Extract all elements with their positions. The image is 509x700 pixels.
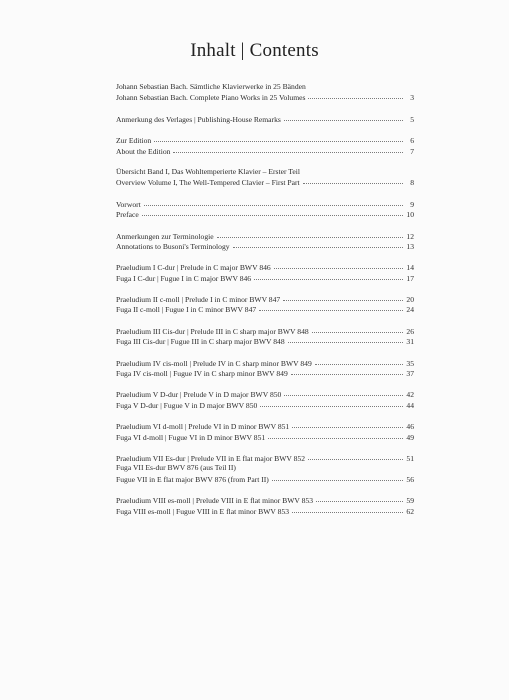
toc-page-number: 37	[406, 369, 414, 379]
page-title: Inhalt | Contents	[190, 40, 319, 61]
toc-entry-title: Overview Volume I, The Well-Tempered Clavier – First Part	[116, 178, 300, 188]
toc-entry[interactable]	[116, 92, 414, 102]
toc-entry-title: Fuga VII Es-dur BWV 876 (aus Teil II)	[116, 463, 236, 473]
toc-entry-title: Johann Sebastian Bach. Complete Piano Works in 25 Volumes	[116, 93, 306, 103]
toc-page-number: 42	[406, 390, 414, 400]
toc-entry[interactable]	[116, 114, 414, 124]
toc-page-number: 14	[406, 263, 414, 273]
dot-leader	[292, 505, 403, 513]
toc-page-number: 7	[410, 146, 414, 156]
dot-leader	[274, 261, 403, 269]
toc-entry[interactable]	[116, 506, 414, 516]
toc-entry-title: Praeludium II c-moll | Prelude I in C minor BWV 847	[116, 295, 281, 305]
toc-entry-title: Praeludium V D-dur | Prelude V in D major BWV 850	[116, 390, 282, 400]
toc-page-number: 12	[406, 231, 414, 241]
toc-entry[interactable]	[116, 146, 414, 156]
dot-leader	[283, 293, 403, 301]
toc-group	[116, 167, 414, 188]
toc-entry-title: Zur Edition	[116, 136, 152, 146]
toc-group	[116, 453, 414, 484]
toc-entry-title: Praeludium VI d-moll | Prelude VI in D minor BWV 851	[116, 422, 290, 432]
dot-leader	[308, 91, 403, 99]
toc-page-number: 3	[410, 93, 414, 103]
toc-page-number: 20	[406, 295, 414, 305]
dot-leader	[144, 198, 403, 206]
toc-entry-title: Anmerkung des Verlages | Publishing-House Remarks	[116, 114, 281, 124]
toc-entry-title: Praeludium IV cis-moll | Prelude IV in C sharp minor BWV 849	[116, 358, 312, 368]
toc-entry[interactable]	[116, 474, 414, 484]
dot-leader	[303, 176, 403, 184]
toc-page-number: 9	[410, 199, 414, 209]
toc-entry[interactable]	[116, 336, 414, 346]
dot-leader	[233, 240, 403, 248]
toc-entry[interactable]	[116, 241, 414, 251]
toc-entry-title: Fuga I C-dur | Fugue I in C major BWV 846	[116, 273, 252, 283]
toc-page-number: 26	[406, 326, 414, 336]
toc-entry-title: About the Edition	[116, 146, 171, 156]
toc-entry-title: Fuga VIII es-moll | Fugue VIII in E flat minor BWV 853	[116, 506, 289, 516]
toc-page-number: 6	[410, 136, 414, 146]
toc-entry[interactable]	[116, 453, 414, 463]
toc-page-number: 46	[406, 422, 414, 432]
toc-group	[116, 114, 414, 124]
dot-leader	[288, 335, 403, 343]
toc-page-number: 59	[406, 496, 414, 506]
toc-entry-title: Johann Sebastian Bach. Sämtliche Klavierwerke in 25 Bänden	[116, 82, 306, 91]
toc-page-number: 56	[406, 474, 414, 484]
dot-leader	[292, 420, 403, 428]
toc-entry-title: Praeludium III Cis-dur | Prelude III in C sharp major BWV 848	[116, 326, 309, 336]
dot-leader	[316, 494, 403, 502]
toc-page-number: 31	[406, 337, 414, 347]
toc-group	[116, 135, 414, 156]
dot-leader	[260, 399, 403, 407]
dot-leader	[291, 367, 403, 375]
toc-page-number: 17	[406, 273, 414, 283]
dot-leader	[142, 208, 403, 216]
dot-leader	[284, 113, 403, 121]
toc-page-number: 24	[406, 305, 414, 315]
dot-leader	[217, 230, 403, 238]
dot-leader	[268, 431, 403, 439]
toc-entry-title: Fuga II c-moll | Fugue I in C minor BWV 847	[116, 305, 257, 315]
toc-group	[116, 231, 414, 252]
toc-entry-title: Praeludium I C-dur | Prelude in C major BWV 846	[116, 263, 271, 273]
toc-page-number: 35	[406, 358, 414, 368]
table-of-contents	[116, 82, 414, 527]
dot-leader	[173, 145, 403, 153]
toc-entry-title: Fuga IV cis-moll | Fugue IV in C sharp minor BWV 849	[116, 369, 288, 379]
toc-page-number: 62	[406, 506, 414, 516]
toc-entry[interactable]	[116, 432, 414, 442]
toc-entry[interactable]	[116, 368, 414, 378]
dot-leader	[272, 473, 403, 481]
dot-leader	[259, 303, 403, 311]
toc-entry[interactable]	[116, 209, 414, 219]
toc-group	[116, 82, 414, 103]
dot-leader	[308, 452, 403, 460]
toc-group	[116, 358, 414, 379]
toc-page-number: 10	[406, 210, 414, 220]
toc-page-number: 13	[406, 241, 414, 251]
toc-entry[interactable]	[116, 177, 414, 187]
toc-entry-title: Vorwort	[116, 199, 141, 209]
toc-entry-title: Fuga III Cis-dur | Fugue III in C sharp major BWV 848	[116, 337, 285, 347]
toc-entry-title: Anmerkungen zur Terminologie	[116, 231, 214, 241]
toc-group	[116, 495, 414, 516]
toc-entry-title: Praeludium VII Es-dur | Prelude VII in E flat major BWV 852	[116, 453, 306, 463]
toc-group	[116, 326, 414, 347]
toc-group	[116, 262, 414, 283]
toc-entry[interactable]	[116, 273, 414, 283]
toc-entry-title: Praeludium VIII es-moll | Prelude VIII in E flat minor BWV 853	[116, 496, 314, 506]
toc-page-number: 5	[410, 114, 414, 124]
toc-entry[interactable]	[116, 304, 414, 314]
dot-leader	[154, 134, 403, 142]
toc-entry-title: Fuga V D-dur | Fugue V in D major BWV 850	[116, 400, 258, 410]
toc-group	[116, 421, 414, 442]
toc-entry-title: Fuga VI d-moll | Fugue VI in D minor BWV 851	[116, 432, 266, 442]
dot-leader	[254, 272, 403, 280]
toc-page-number: 44	[406, 400, 414, 410]
toc-page-number: 49	[406, 432, 414, 442]
toc-entry-title: Fugue VII in E flat major BWV 876 (from Part II)	[116, 474, 269, 484]
toc-page-number: 8	[410, 178, 414, 188]
toc-entry-title: Übersicht Band I, Das Wohltemperierte Klavier – Erster Teil	[116, 166, 300, 176]
toc-entry-title: Preface	[116, 210, 139, 220]
toc-group	[116, 294, 414, 315]
toc-page-number: 51	[406, 453, 414, 463]
toc-group	[116, 389, 414, 410]
toc-entry-title: Annotations to Busoni's Terminology	[116, 241, 230, 251]
dot-leader	[284, 388, 403, 396]
dot-leader	[315, 357, 403, 365]
dot-leader	[312, 325, 403, 333]
toc-entry[interactable]	[116, 400, 414, 410]
toc-group	[116, 199, 414, 220]
